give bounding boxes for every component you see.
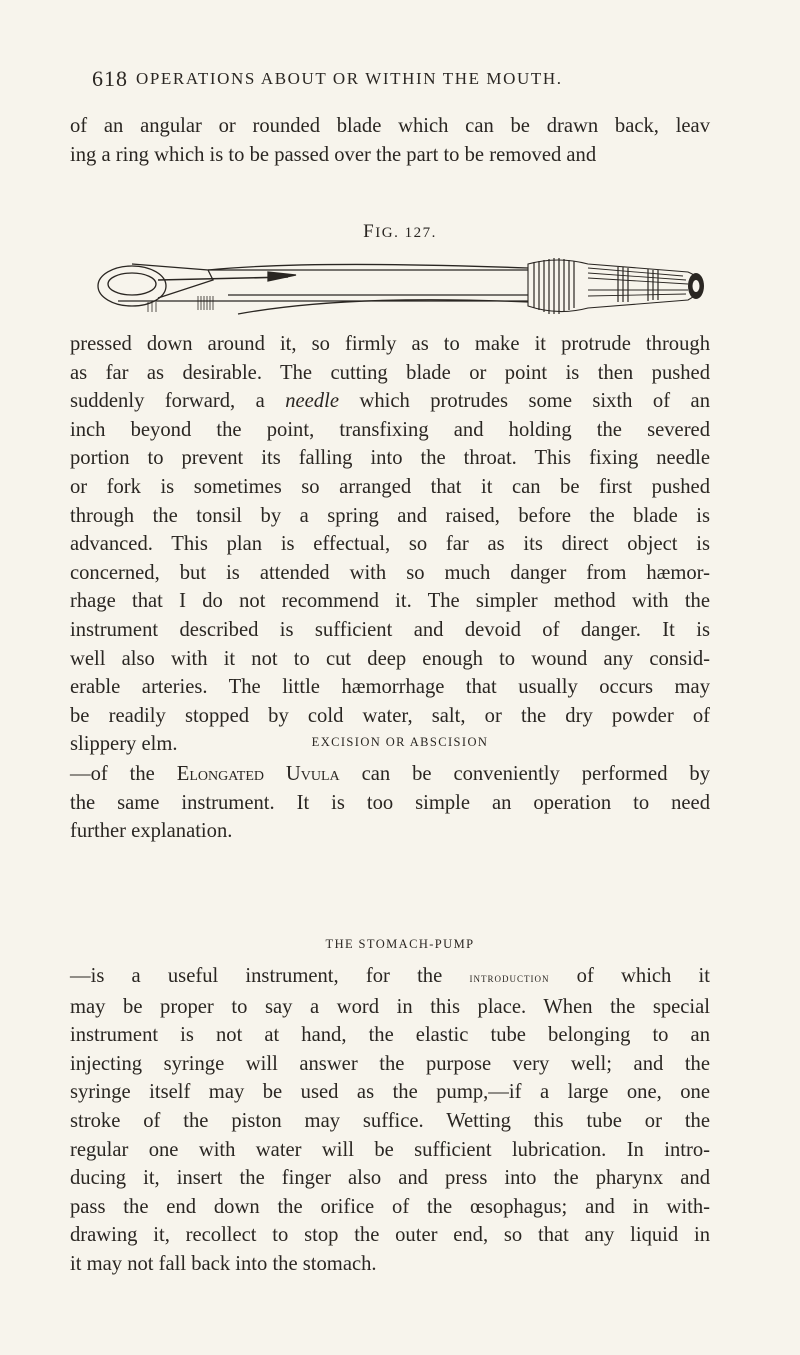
text-line: ducing it, insert the finger also and press into the pharynx and <box>70 1167 710 1190</box>
text-line: regular one with water will be sufficient lubrication. In intro- <box>70 1138 710 1161</box>
figure-caption-initial: F <box>363 221 376 242</box>
shaft-curve <box>208 264 528 270</box>
paragraph-stomach-pump <box>70 962 710 1279</box>
text-line: instrument is not at hand, the elastic tube belonging to an <box>70 1024 710 1047</box>
text-line: injecting syringe will answer the purpose very well; and the <box>70 1052 710 1075</box>
instrument-illustration <box>88 250 718 320</box>
section-heading-excision: EXCISION OR ABSCISION <box>311 735 489 749</box>
text-line: the same instrument. It is too simple an operation to need <box>70 791 710 814</box>
page-number: 618 <box>92 66 128 91</box>
paragraph-intro <box>70 112 710 169</box>
text-fragment: suddenly forward, a <box>70 390 286 413</box>
smallcaps-term-elongated-uvula: Elongated Uvula <box>176 763 340 785</box>
text-line: further explanation. <box>70 820 233 843</box>
text-fragment: which protrudes some sixth of an <box>338 390 710 413</box>
text-line: as far as desirable. The cutting blade or point is then pushed <box>70 361 710 384</box>
text-line: pressed down around it, so firmly as to make it protrude through <box>70 333 710 355</box>
ring-blade-inner <box>108 273 156 295</box>
needle-tip <box>268 272 296 281</box>
text-line: through the tonsil by a spring and raised, before the blade is <box>70 504 710 527</box>
text-line: slippery elm. <box>70 733 178 756</box>
figure-caption <box>0 221 800 243</box>
paragraph-main <box>70 330 710 759</box>
text-line: pass the end down the orifice of the œsophagus; and in with- <box>70 1195 710 1218</box>
text-line: it may not fall back into the stomach. <box>70 1252 377 1275</box>
text-line-uvula <box>70 760 710 789</box>
smallcaps-term-introduction: introduction <box>469 970 550 985</box>
running-title: OPERATIONS ABOUT OR WITHIN THE MOUTH. <box>136 69 563 88</box>
text-line-needle <box>70 387 710 416</box>
text-line: rhage that I do not recommend it. The simpler method with the <box>70 590 710 613</box>
shaft-curve-lower <box>238 300 528 314</box>
text-line: advanced. This plan is effectual, so far as its direct object is <box>70 533 710 556</box>
text-line: ing a ring which is to be passed over the part to be removed and <box>70 143 597 166</box>
text-fragment: —is a useful instrument, for the <box>70 965 470 987</box>
text-line: be readily stopped by cold water, salt, or the dry powder of <box>70 704 710 727</box>
text-line: syringe itself may be used as the pump,—if a large one, one <box>70 1081 710 1104</box>
text-fragment: —of the <box>70 763 177 785</box>
page-header <box>92 66 712 94</box>
text-line: instrument described is sufficient and devoid of danger. It is <box>70 618 710 641</box>
section-heading-stomach-pump: THE STOMACH-PUMP <box>325 937 475 951</box>
text-fragment: of which it <box>549 965 710 987</box>
italic-term-needle: needle <box>285 390 339 413</box>
text-line-introduction <box>70 962 710 993</box>
text-line: drawing it, recollect to stop the outer end, so that any liquid in <box>70 1224 710 1247</box>
text-line: well also with it not to cut deep enough to wound any consid- <box>70 647 710 670</box>
text-line: inch beyond the point, transfixing and holding the severed <box>70 418 710 441</box>
text-fragment: can be conveniently performed by <box>339 763 711 785</box>
text-line: of an angular or rounded blade which can be drawn back, leav <box>70 115 710 137</box>
figure-caption-rest: IG. 127. <box>375 225 437 241</box>
text-line: or fork is sometimes so arranged that it can be first pushed <box>70 475 710 498</box>
text-line: erable arteries. The little hæmorrhage that usually occurs may <box>70 676 710 699</box>
paragraph-excision <box>70 760 710 846</box>
text-line: concerned, but is attended with so much danger from hæmor- <box>70 561 710 584</box>
text-line: stroke of the piston may suffice. Wetting this tube or the <box>70 1109 710 1132</box>
text-line: may be proper to say a word in this place. When the special <box>70 995 710 1018</box>
text-line: portion to prevent its falling into the throat. This fixing needle <box>70 447 710 470</box>
